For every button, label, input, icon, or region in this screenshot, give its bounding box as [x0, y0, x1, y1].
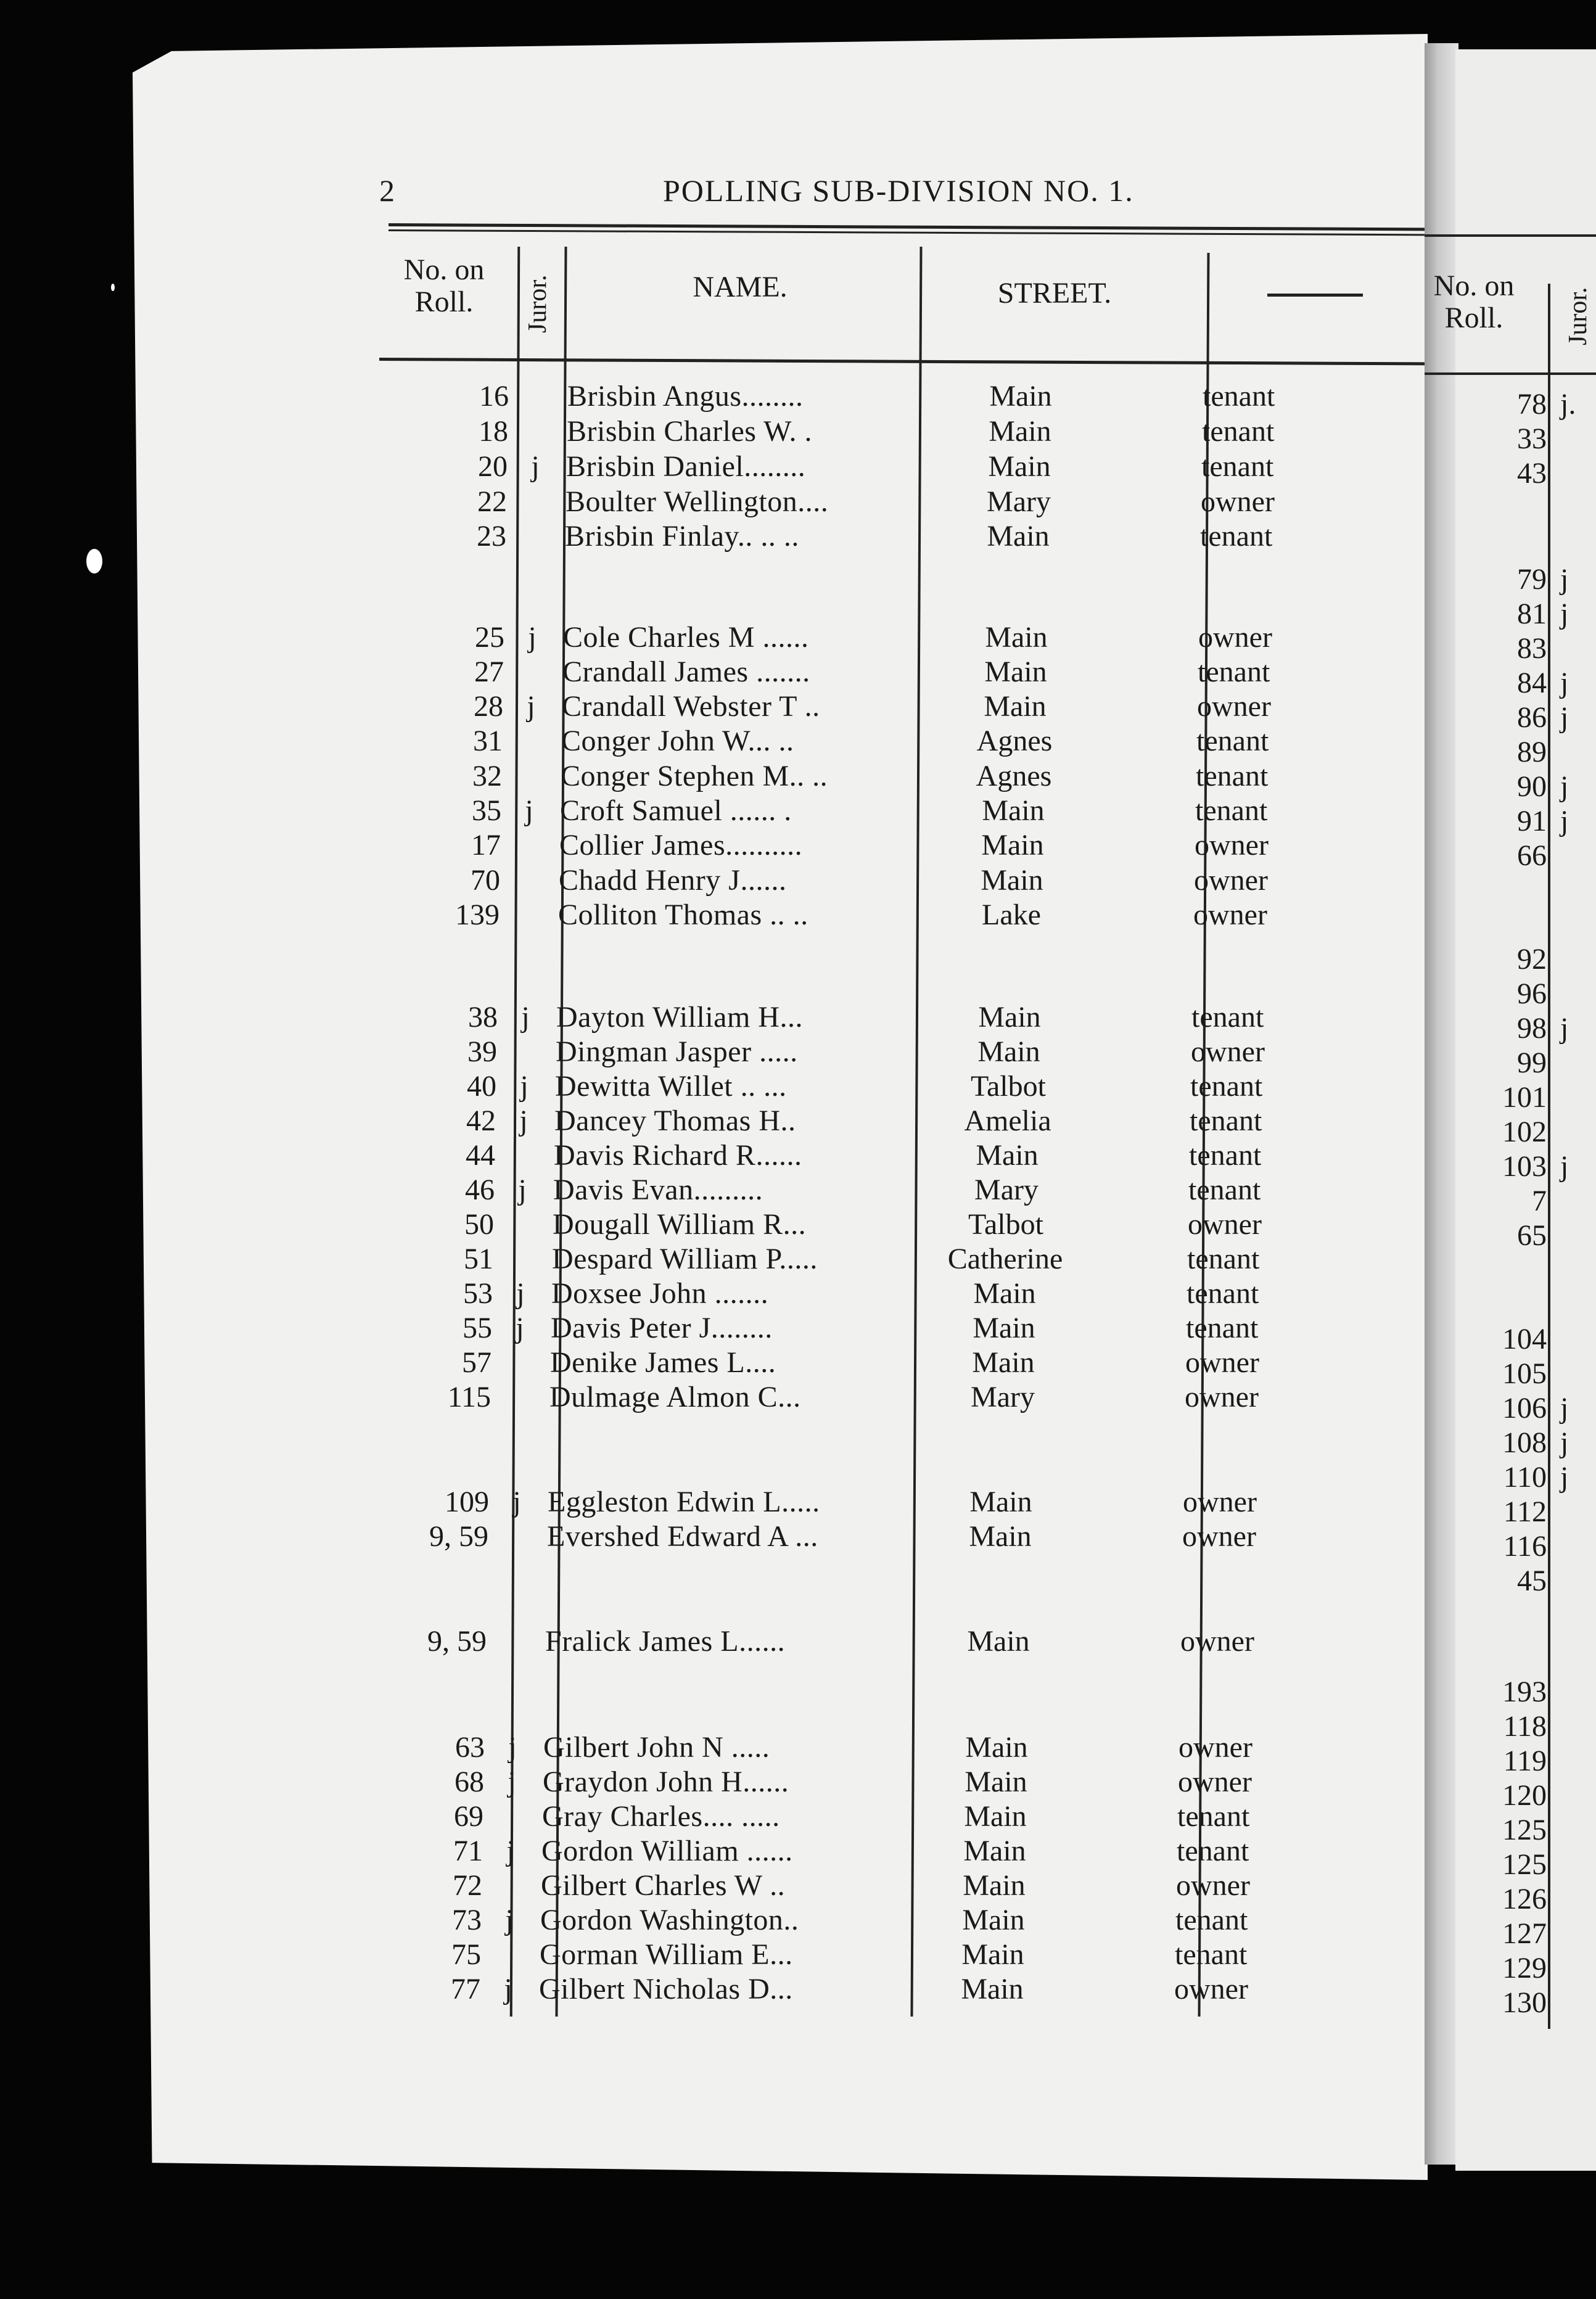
roll-number: 77	[451, 1973, 480, 2005]
column-header-rule-right	[1425, 372, 1596, 375]
tenure-status: owner	[1193, 899, 1267, 931]
juror-mark: j	[527, 690, 535, 723]
roll-number: 32	[472, 760, 502, 792]
roll-number: 16	[479, 380, 509, 413]
roll-number: 25	[475, 621, 504, 654]
juror-mark: j	[525, 794, 533, 827]
street-name: Main	[984, 656, 1047, 688]
voter-name: Davis Richard R......	[554, 1139, 802, 1172]
voter-name: Dougall William R...	[553, 1208, 807, 1241]
voter-name: Brisbin Daniel........	[566, 450, 806, 483]
voter-name: Dancey Thomas H..	[554, 1104, 796, 1137]
facing-roll-number: 119	[1503, 1745, 1547, 1777]
roll-number: 42	[466, 1104, 496, 1137]
voter-name: Brisbin Finlay.. .. ..	[565, 520, 799, 553]
voter-name: Eggleston Edwin L.....	[548, 1486, 820, 1518]
tenure-status: tenant	[1200, 520, 1273, 553]
tenure-status: tenant	[1187, 1277, 1259, 1310]
facing-roll-number: 103	[1502, 1150, 1547, 1183]
facing-roll-number: 127	[1502, 1917, 1547, 1950]
roll-number: 22	[477, 485, 507, 518]
facing-roll-number: 108	[1502, 1426, 1547, 1459]
roll-column-header: No. on Roll.	[403, 253, 485, 318]
roll-number: 46	[465, 1174, 495, 1206]
juror-mark: j	[516, 1312, 524, 1344]
voter-name: Conger John W... ..	[561, 725, 794, 757]
tenure-status: tenant	[1196, 725, 1269, 757]
tenure-status: owner	[1174, 1973, 1248, 2005]
facing-roll-number: 101	[1502, 1081, 1547, 1114]
tenure-column-header	[1267, 294, 1363, 297]
roll-number: 63	[455, 1731, 485, 1764]
roll-number: 27	[474, 656, 504, 688]
voter-name: Crandall James .......	[562, 656, 810, 688]
tenure-status: tenant	[1196, 760, 1269, 792]
voter-name: Evershed Edward A ...	[547, 1520, 818, 1553]
voter-name: Collier James..........	[559, 829, 803, 862]
tenure-status: owner	[1178, 1766, 1252, 1798]
street-name: Main	[984, 690, 1047, 723]
street-name: Main	[969, 1486, 1032, 1518]
facing-roll-number: 92	[1517, 943, 1547, 976]
facing-juror-mark: j.	[1560, 388, 1576, 421]
roll-number: 69	[454, 1800, 483, 1833]
street-name: Amelia	[964, 1104, 1051, 1137]
street-name: Main	[989, 415, 1051, 448]
street-name: Main	[967, 1625, 1030, 1658]
facing-roll-number: 43	[1517, 457, 1547, 490]
voter-name: Croft Samuel ...... .	[560, 794, 792, 827]
juror-mark: j	[508, 1766, 516, 1798]
facing-roll-number: 81	[1517, 598, 1547, 630]
facing-roll-number: 83	[1517, 632, 1547, 665]
tenure-status: tenant	[1195, 794, 1268, 827]
page-title: POLLING SUB-DIVISION NO. 1.	[663, 173, 1134, 208]
juror-mark: j	[512, 1486, 521, 1518]
facing-roll-number: 125	[1502, 1814, 1547, 1846]
juror-mark: j	[520, 1070, 529, 1103]
street-name: Main	[961, 1973, 1024, 2005]
facing-roll-number: 91	[1517, 805, 1547, 837]
street-name: Talbot	[971, 1070, 1046, 1103]
tenure-status: owner	[1176, 1869, 1250, 1902]
street-name: Main	[987, 520, 1050, 553]
street-name: Main	[989, 380, 1052, 413]
tenure-status: tenant	[1188, 1174, 1261, 1206]
facing-roll-number: 65	[1517, 1219, 1547, 1252]
facing-juror-mark: j	[1560, 598, 1569, 630]
book-gutter	[1425, 43, 1458, 2165]
roll-number: 57	[462, 1346, 492, 1379]
roll-number: 109	[445, 1486, 489, 1518]
tenure-status: owner	[1180, 1625, 1254, 1658]
voter-name: Dulmage Almon C...	[549, 1381, 801, 1413]
facing-roll-number: 78	[1517, 388, 1547, 421]
street-name: Main	[973, 1277, 1036, 1310]
roll-number: 68	[455, 1766, 484, 1798]
juror-mark: j	[528, 621, 537, 654]
tenure-status: tenant	[1175, 1938, 1248, 1971]
voter-name: Doxsee John .......	[551, 1277, 769, 1310]
street-name: Talbot	[968, 1208, 1043, 1241]
street-name: Main	[978, 1001, 1041, 1034]
roll-number: 38	[468, 1001, 498, 1034]
tenure-status: tenant	[1186, 1312, 1259, 1344]
tenure-status: tenant	[1202, 415, 1275, 448]
facing-roll-number: 7	[1532, 1185, 1547, 1217]
street-name: Main	[963, 1835, 1026, 1867]
facing-roll-number: 106	[1502, 1392, 1547, 1425]
facing-roll-number: 193	[1502, 1676, 1547, 1708]
voter-name: Denike James L....	[550, 1346, 776, 1379]
roll-number: 17	[471, 829, 501, 862]
juror-mark: j	[504, 1973, 512, 2005]
facing-roll-number: 96	[1517, 977, 1547, 1010]
juror-mark: j	[519, 1104, 528, 1137]
facing-juror-mark: j	[1560, 1392, 1569, 1425]
tenure-status: tenant	[1189, 1139, 1262, 1172]
facing-roll-number: 126	[1502, 1883, 1547, 1915]
tenure-status: owner	[1191, 1035, 1265, 1068]
juror-mark: j	[508, 1731, 517, 1764]
tenure-status: tenant	[1175, 1904, 1248, 1936]
street-name: Main	[969, 1520, 1032, 1553]
facing-roll-number: 118	[1503, 1710, 1547, 1743]
voter-name: Brisbin Angus........	[567, 380, 804, 413]
voter-name: Cole Charles M ......	[563, 621, 809, 654]
street-name: Main	[976, 1139, 1039, 1172]
street-name: Lake	[982, 899, 1041, 931]
tenure-status: owner	[1195, 829, 1269, 862]
juror-mark: j	[518, 1174, 527, 1206]
juror-mark: j	[505, 1904, 514, 1936]
tenure-status: owner	[1197, 690, 1271, 723]
street-name: Mary	[974, 1174, 1039, 1206]
facing-roll-number: 116	[1503, 1530, 1547, 1563]
roll-number: 50	[464, 1208, 494, 1241]
facing-roll-number: 89	[1517, 736, 1547, 768]
top-rule-right	[1425, 234, 1596, 237]
facing-roll-number: 98	[1517, 1012, 1547, 1045]
facing-juror-mark: j	[1560, 1426, 1569, 1459]
street-name: Agnes	[976, 725, 1053, 757]
voter-name: Colliton Thomas .. ..	[558, 899, 808, 931]
roll-number: 23	[477, 520, 506, 553]
facing-roll-number: 66	[1517, 839, 1547, 872]
facing-roll-number: 102	[1502, 1116, 1547, 1148]
voter-name: Boulter Wellington....	[566, 485, 829, 518]
paper-speck	[86, 549, 102, 574]
roll-number: 9, 59	[427, 1625, 487, 1658]
facing-juror-mark: j	[1560, 1150, 1569, 1183]
roll-number: 18	[479, 415, 508, 448]
street-name: Main	[963, 1869, 1026, 1902]
facing-juror-mark: j	[1560, 701, 1569, 734]
tenure-status: tenant	[1190, 1070, 1263, 1103]
street-column-header: STREET.	[997, 277, 1112, 310]
street-name: Main	[981, 864, 1043, 897]
street-name: Main	[981, 829, 1044, 862]
voter-name: Gray Charles.... .....	[542, 1800, 780, 1833]
voter-name: Crandall Webster T ..	[562, 690, 820, 723]
facing-roll-number: 45	[1517, 1565, 1547, 1597]
voter-name: Dewitta Willet .. ...	[555, 1070, 787, 1103]
facing-roll-number: 120	[1502, 1779, 1547, 1812]
tenure-status: owner	[1194, 864, 1268, 897]
street-name: Main	[972, 1346, 1035, 1379]
voter-name: Dayton William H...	[556, 1001, 803, 1034]
tenure-status: tenant	[1191, 1001, 1264, 1034]
facing-roll-number: 105	[1502, 1357, 1547, 1390]
roll-number: 20	[478, 450, 508, 483]
roll-number: 72	[453, 1869, 482, 1902]
roll-number: 35	[472, 794, 501, 827]
right-roll-column-header: No. on Roll.	[1433, 269, 1515, 334]
juror-mark: j	[516, 1277, 525, 1310]
facing-roll-number: 99	[1517, 1047, 1547, 1079]
voter-name: Brisbin Charles W. .	[567, 415, 813, 448]
facing-roll-number: 84	[1517, 667, 1547, 699]
roll-number: 139	[455, 899, 500, 931]
roll-number: 53	[463, 1277, 493, 1310]
street-name: Main	[985, 621, 1048, 654]
juror-column-header: Juror.	[524, 274, 552, 333]
juror-mark: j	[531, 450, 540, 483]
street-name: Main	[962, 1904, 1025, 1936]
tenure-status: owner	[1188, 1208, 1262, 1241]
facing-roll-number: 129	[1502, 1952, 1547, 1984]
roll-number: 31	[473, 725, 503, 757]
facing-juror-mark: j	[1560, 1012, 1569, 1045]
roll-number: 28	[474, 690, 503, 723]
street-name: Main	[964, 1800, 1027, 1833]
street-name: Catherine	[947, 1243, 1063, 1275]
facing-roll-number: 86	[1517, 701, 1547, 734]
right-juror-column-header: Juror.	[1564, 287, 1592, 345]
roll-number: 40	[467, 1070, 496, 1103]
roll-number: 9, 59	[429, 1520, 488, 1553]
name-column-header: NAME.	[693, 271, 788, 303]
voter-name: Gordon William ......	[541, 1835, 793, 1867]
voter-name: Gorman William E...	[540, 1938, 793, 1971]
tenure-status: tenant	[1203, 380, 1275, 413]
voter-name: Fralick James L......	[545, 1625, 786, 1658]
facing-juror-mark: j	[1560, 1461, 1569, 1494]
street-name: Main	[965, 1731, 1028, 1764]
facing-roll-number: 125	[1502, 1848, 1547, 1881]
voter-name: Davis Evan.........	[553, 1174, 763, 1206]
facing-juror-mark: j	[1560, 563, 1569, 596]
roll-number: 115	[447, 1381, 491, 1413]
street-name: Main	[973, 1312, 1035, 1344]
voter-name: Gilbert John N .....	[543, 1731, 770, 1764]
facing-roll-number: 90	[1517, 770, 1547, 803]
street-name: Main	[982, 794, 1045, 827]
voter-name: Davis Peter J........	[551, 1312, 773, 1344]
voter-name: Chadd Henry J......	[559, 864, 787, 897]
voter-name: Gilbert Nicholas D...	[539, 1973, 793, 2005]
tenure-status: tenant	[1177, 1800, 1250, 1833]
tenure-status: tenant	[1187, 1243, 1260, 1275]
facing-roll-number: 104	[1502, 1323, 1547, 1355]
tenure-status: owner	[1185, 1381, 1259, 1413]
right-juror-column-rule	[1548, 284, 1550, 2029]
roll-number: 39	[467, 1035, 497, 1068]
facing-juror-mark: j	[1560, 667, 1569, 699]
tenure-status: tenant	[1198, 656, 1270, 688]
roll-number: 51	[464, 1243, 493, 1275]
facing-roll-number: 130	[1502, 1986, 1547, 2019]
tenure-status: owner	[1178, 1731, 1253, 1764]
tenure-status: owner	[1182, 1520, 1256, 1553]
tenure-status: owner	[1201, 485, 1275, 518]
facing-juror-mark: j	[1560, 805, 1569, 837]
tenure-status: owner	[1183, 1486, 1257, 1518]
facing-roll-number: 79	[1517, 563, 1547, 596]
tenure-status: tenant	[1201, 450, 1274, 483]
facing-roll-number: 112	[1503, 1495, 1547, 1528]
facing-roll-number: 33	[1517, 422, 1547, 455]
voter-name: Despard William P.....	[552, 1243, 818, 1275]
roll-number: 75	[451, 1938, 481, 1971]
voter-name: Gordon Washington..	[540, 1904, 799, 1936]
street-name: Main	[977, 1035, 1040, 1068]
street-name: Agnes	[976, 760, 1052, 792]
facing-juror-mark: j	[1560, 770, 1569, 803]
facing-roll-number: 110	[1503, 1461, 1547, 1494]
page-number: 2	[379, 173, 396, 208]
tenure-status: tenant	[1190, 1104, 1262, 1137]
roll-number: 55	[463, 1312, 492, 1344]
tenure-status: owner	[1185, 1346, 1259, 1379]
roll-number: 44	[466, 1139, 495, 1172]
street-name: Main	[965, 1766, 1027, 1798]
street-name: Main	[988, 450, 1051, 483]
tenure-status: tenant	[1177, 1835, 1249, 1867]
juror-mark: j	[506, 1835, 515, 1867]
tenure-status: owner	[1198, 621, 1272, 654]
voter-name: Dingman Jasper .....	[556, 1035, 798, 1068]
voter-name: Graydon John H......	[543, 1766, 789, 1798]
voter-name: Gilbert Charles W ..	[541, 1869, 786, 1902]
roll-number: 70	[471, 864, 500, 897]
paper-speck	[111, 284, 115, 291]
street-name: Main	[961, 1938, 1024, 1971]
juror-mark: j	[521, 1001, 530, 1034]
roll-number: 71	[453, 1835, 483, 1867]
roll-number: 73	[452, 1904, 482, 1936]
voter-name: Conger Stephen M.. ..	[561, 760, 828, 792]
street-name: Mary	[971, 1381, 1035, 1413]
street-name: Mary	[987, 485, 1051, 518]
